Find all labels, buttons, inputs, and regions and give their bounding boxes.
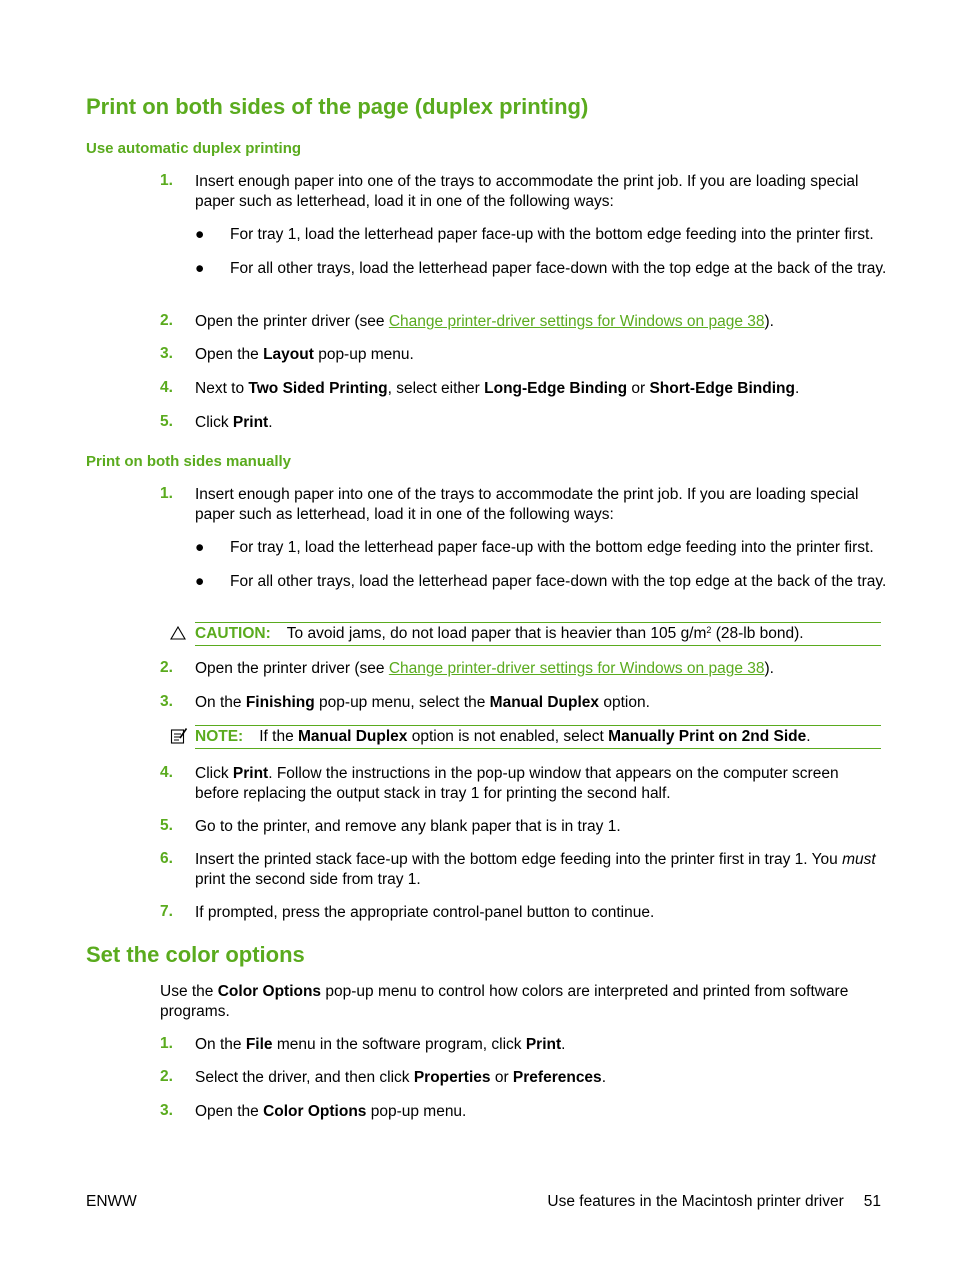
- footer-left-label: ENWW: [86, 1193, 137, 1210]
- note-label: NOTE:: [195, 728, 244, 745]
- page-number: 51: [863, 1193, 881, 1210]
- bullet-marker: ●: [195, 260, 205, 277]
- step-text: Insert enough paper into one of the trays to accommodate the print job. If you are loading special paper such as letterhead, load it in one of the following ways:: [195, 486, 859, 523]
- caution-text: To avoid jams, do not load paper that is heavier than 105 g/m: [286, 625, 707, 642]
- step-text: Insert enough paper into one of the trays to accommodate the print job. If you are loading special paper such as letterhead, load it in one of the following ways:: [195, 173, 859, 210]
- step-number: 6.: [160, 850, 173, 867]
- step-number: 1.: [160, 172, 173, 189]
- bullet-marker: ●: [195, 539, 205, 556]
- caution-label: CAUTION:: [195, 625, 271, 642]
- step-text: On the File menu in the software program, click Print.: [195, 1036, 566, 1053]
- step-number: 3.: [160, 345, 173, 362]
- step-number: 4.: [160, 764, 173, 781]
- section-title-duplex: Print on both sides of the page (duplex printing): [86, 94, 589, 119]
- footer-chapter-title: Use features in the Macintosh printer driver: [547, 1193, 844, 1210]
- footer-right: [547, 1193, 881, 1211]
- step-number: 2.: [160, 312, 173, 329]
- bullet-text: For tray 1, load the letterhead paper face-up with the bottom edge feeding into the printer first.: [230, 226, 874, 243]
- caution-callout: CAUTION: To avoid jams, do not load paper that is heavier than 105 $g/m^2$ (28-lb bond).: [195, 622, 881, 646]
- bullet-text: For all other trays, load the letterhead paper face-down with the top edge at the back of the tray.: [230, 260, 887, 277]
- step-text: Click Print. Follow the instructions in the pop-up window that appears on the computer screen before replacing the output stack in tray 1 for printing the second half.: [195, 765, 839, 802]
- bullet-marker: ●: [195, 226, 205, 243]
- step-text: Open the Color Options pop-up menu.: [195, 1103, 467, 1120]
- step-text: Go to the printer, and remove any blank paper that is in tray 1.: [195, 818, 621, 835]
- caution-triangle-icon: [170, 626, 186, 645]
- subheading-manual-duplex: Print on both sides manually: [86, 453, 292, 470]
- step-number: 5.: [160, 817, 173, 834]
- cross-reference-link[interactable]: Change printer-driver settings for Windows on page 38: [388, 660, 765, 677]
- subheading-automatic-duplex: Use automatic duplex printing: [86, 140, 302, 157]
- step-text: Insert the printed stack face-up with the bottom edge feeding into the printer first in tray 1. You must print the second side from tray 1.: [195, 851, 876, 888]
- note-pad-icon: [170, 727, 188, 750]
- step-number: 1.: [160, 485, 173, 502]
- step-number: 2.: [160, 659, 173, 676]
- step-number: 7.: [160, 903, 173, 920]
- step-text: If prompted, press the appropriate control-panel button to continue.: [195, 904, 655, 921]
- intro-paragraph: Use the Color Options pop-up menu to control how colors are interpreted and printed from software programs.: [160, 983, 849, 1020]
- step-number: 3.: [160, 1102, 173, 1119]
- step-text: Open the printer driver (see Change printer-driver settings for Windows on page 38).: [195, 660, 774, 677]
- step-text: On the Finishing pop-up menu, select the Manual Duplex option.: [195, 694, 650, 711]
- note-text: If the: [259, 728, 298, 745]
- step-text: Next to Two Sided Printing, select either Long-Edge Binding or Short-Edge Binding.: [195, 380, 800, 397]
- section-title-color-options: Set the color options: [86, 942, 305, 967]
- step-text: Open the printer driver (see Change printer-driver settings for Windows on page 38).: [195, 313, 774, 330]
- cross-reference-link[interactable]: Change printer-driver settings for Windows on page 38: [388, 313, 765, 330]
- step-number: 3.: [160, 693, 173, 710]
- step-number: 5.: [160, 413, 173, 430]
- bullet-text: For tray 1, load the letterhead paper face-up with the bottom edge feeding into the printer first.: [230, 539, 874, 556]
- step-number: 4.: [160, 379, 173, 396]
- step-text: Click Print.: [195, 414, 273, 431]
- step-text: Select the driver, and then click Properties or Preferences.: [195, 1069, 606, 1086]
- step-number: 1.: [160, 1035, 173, 1052]
- step-number: 2.: [160, 1068, 173, 1085]
- step-text: Open the Layout pop-up menu.: [195, 346, 414, 363]
- bullet-marker: ●: [195, 573, 205, 590]
- note-callout: NOTE: If the Manual Duplex option is not enabled, select Manually Print on 2nd Side.: [195, 725, 881, 749]
- bullet-text: For all other trays, load the letterhead paper face-down with the top edge at the back of the tray.: [230, 573, 887, 590]
